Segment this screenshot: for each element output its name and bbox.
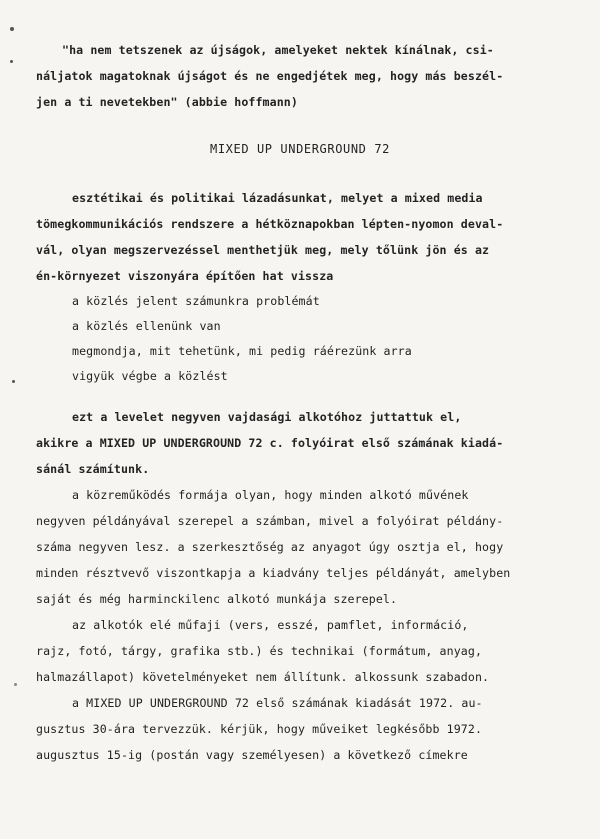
text-line: száma negyven lesz. a szerkesztőség az anyagot úgy osztja el, hogy [36,540,504,554]
text-line: saját és még harminckilenc alkotó munkája szerepel. [36,592,398,606]
text-line: minden résztvevő viszontkapja a kiadvány teljes példányát, amelyben [36,566,511,580]
text-line: sánál számítunk. [36,462,150,476]
text-line: a MIXED UP UNDERGROUND 72 első számának kiadását 1972. au- [72,696,483,710]
text-line: én-környezet viszonyára építően hat vissza [36,269,334,283]
text-line: negyven példányával szerepel a számban, mivel a folyóirat példány- [36,514,504,528]
quote-line: "ha nem tetszenek az újságok, amelyeket nektek kínálnak, csi- [62,43,494,57]
text-line: ezt a levelet negyven vajdasági alkotóhoz juttattuk el, [72,410,462,424]
text-line: gusztus 30-ára tervezzük. kérjük, hogy műveiket legkésőbb 1972. [36,722,483,736]
text-line: a közlés ellenünk van [72,319,221,333]
text-line: halmazállapot) követelményeket nem állítunk. alkossunk szabadon. [36,670,490,684]
text-line: a közlés jelent számunkra problémát [72,294,320,308]
punch-mark [10,60,13,63]
text-line: a közreműködés formája olyan, hogy minden alkotó művének [72,488,469,502]
punch-mark [14,683,17,686]
punch-mark [12,380,15,383]
punch-mark [10,27,14,31]
text-line: tömegkommunikációs rendszere a hétköznapokban lépten-nyomon deval- [36,217,504,231]
quote-line: jen a ti nevetekben" (abbie hoffmann) [36,95,298,109]
text-line: esztétikai és politikai lázadásunkat, melyet a mixed media [72,191,483,205]
page-title: MIXED UP UNDERGROUND 72 [210,142,390,156]
text-line: akikre a MIXED UP UNDERGROUND 72 c. folyóirat első számának kiadá- [36,436,504,450]
text-line: az alkotók elé műfaji (vers, esszé, pamflet, információ, [72,618,469,632]
text-line: vigyük végbe a közlést [72,369,228,383]
text-line: augusztus 15-ig (postán vagy személyesen) a következő címekre [36,748,468,762]
text-line: vál, olyan megszervezéssel menthetjük meg, mely tőlünk jön és az [36,243,490,257]
quote-line: náljatok magatoknak újságot és ne engedjétek meg, hogy más beszél- [36,69,504,83]
text-line: rajz, fotó, tárgy, grafika stb.) és technikai (formátum, anyag, [36,644,483,658]
text-line: megmondja, mit tehetünk, mi pedig ráérezünk arra [72,344,412,358]
